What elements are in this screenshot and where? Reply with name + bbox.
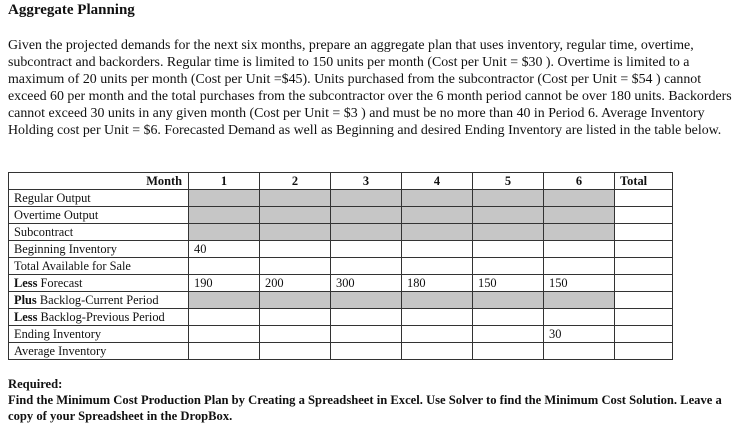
table-cell (189, 309, 260, 326)
table-cell (402, 292, 473, 309)
table-cell (189, 292, 260, 309)
table-row (9, 190, 673, 207)
row-label-prefix: Less (14, 310, 38, 324)
row-label-regular-output: Regular Output (9, 190, 189, 207)
table-cell (331, 292, 402, 309)
table-cell (473, 343, 544, 360)
table-cell (544, 190, 615, 207)
table-cell (544, 343, 615, 360)
month-header: Month (9, 173, 189, 190)
table-row (9, 326, 673, 343)
period-header-6: 6 (544, 173, 615, 190)
row-label-total-available: Total Available for Sale (9, 258, 189, 275)
table-row (9, 343, 673, 360)
table-cell (615, 275, 673, 292)
table-cell (331, 343, 402, 360)
table-cell (402, 190, 473, 207)
table-cell (331, 190, 402, 207)
table-cell (331, 258, 402, 275)
table-cell (402, 343, 473, 360)
table-row (9, 275, 673, 292)
period-header-1: 1 (189, 173, 260, 190)
row-label-less-forecast (9, 275, 189, 292)
table-cell (260, 190, 331, 207)
table-cell (615, 241, 673, 258)
forecast-cell-4: 180 (402, 275, 473, 292)
table-cell (473, 309, 544, 326)
table-cell (189, 190, 260, 207)
period-header-3: 3 (331, 173, 402, 190)
row-label-plus-backlog (9, 292, 189, 309)
table-cell (544, 292, 615, 309)
row-label-less-backlog (9, 309, 189, 326)
table-cell (331, 309, 402, 326)
table-cell (402, 241, 473, 258)
table-cell (260, 343, 331, 360)
forecast-cell-6: 150 (544, 275, 615, 292)
table-row (9, 258, 673, 275)
table-cell (402, 258, 473, 275)
table-cell (615, 258, 673, 275)
table-cell (473, 258, 544, 275)
table-header-row (9, 173, 673, 190)
row-label-ending-inventory: Ending Inventory (9, 326, 189, 343)
table-cell (331, 241, 402, 258)
table-cell (544, 207, 615, 224)
table-cell (615, 224, 673, 241)
row-label-subcontract: Subcontract (9, 224, 189, 241)
table-cell (189, 224, 260, 241)
table-cell (260, 326, 331, 343)
row-label-text: Backlog-Current Period (36, 293, 159, 307)
table-cell (544, 224, 615, 241)
table-cell (473, 292, 544, 309)
total-header: Total (615, 173, 673, 190)
table-cell (260, 224, 331, 241)
table-cell (615, 309, 673, 326)
table-row (9, 207, 673, 224)
required-text: Find the Minimum Cost Production Plan by Creating a Spreadsheet in Excel. Use Solver to find the Minimum Cost Solution. Leave a copy of your Spreadsheet in the DropBox. (8, 393, 722, 423)
table-cell (189, 258, 260, 275)
table-cell (473, 207, 544, 224)
forecast-cell-2: 200 (260, 275, 331, 292)
table-cell (189, 343, 260, 360)
row-label-average-inventory: Average Inventory (9, 343, 189, 360)
table-cell (544, 241, 615, 258)
aggregate-plan-table (8, 172, 673, 360)
table-cell (615, 343, 673, 360)
table-cell (473, 190, 544, 207)
row-label-beginning-inventory: Beginning Inventory (9, 241, 189, 258)
table-cell (260, 292, 331, 309)
table-cell (473, 224, 544, 241)
table-row (9, 224, 673, 241)
table-cell (189, 207, 260, 224)
required-section (8, 376, 743, 424)
table-cell (615, 190, 673, 207)
table-cell (260, 258, 331, 275)
table-cell (260, 241, 331, 258)
row-label-overtime-output: Overtime Output (9, 207, 189, 224)
table-cell (544, 258, 615, 275)
page-title: Aggregate Planning (8, 2, 135, 18)
required-heading: Required: (8, 377, 63, 391)
row-label-text: Forecast (37, 276, 83, 290)
row-label-prefix: Plus (14, 293, 37, 307)
problem-statement: Given the projected demands for the next six months, prepare an aggregate plan that uses inventory, regular time, overtime, subcontract and backorders. Regular time is limited to 150 units per month (Cost per Unit = $30 ). Overtime is limited to a maximum of 20 units per month (Cost per Unit =$45). Units purchased from the subcontractor (Cost per Unit = $54 ) cannot exceed 60 per month and the total purchases from the subcontractor over the 6 month period cannot be over 180 units. Backorders cannot exceed 30 units in any given month (Cost per Unit = $3 ) and must be no more than 40 in Period 6. Average Inventory Holding cost per Unit = $6. Forecasted Demand as well as Beginning and desired Ending Inventory are listed in the table below. (8, 38, 732, 138)
table-row (9, 241, 673, 258)
period-header-2: 2 (260, 173, 331, 190)
table-cell: 40 (189, 241, 260, 258)
table-cell (260, 309, 331, 326)
table-cell (402, 224, 473, 241)
forecast-cell-5: 150 (473, 275, 544, 292)
table-row (9, 292, 673, 309)
table-cell (331, 207, 402, 224)
table-cell: 30 (544, 326, 615, 343)
table-cell (473, 326, 544, 343)
period-header-5: 5 (473, 173, 544, 190)
table-cell (331, 224, 402, 241)
table-cell (473, 241, 544, 258)
table-cell (189, 326, 260, 343)
forecast-cell-3: 300 (331, 275, 402, 292)
table-row (9, 309, 673, 326)
forecast-cell-1: 190 (189, 275, 260, 292)
table-cell (402, 326, 473, 343)
row-label-prefix: Less (14, 276, 38, 290)
table-cell (402, 207, 473, 224)
table-cell (615, 207, 673, 224)
period-header-4: 4 (402, 173, 473, 190)
table-cell (402, 309, 473, 326)
row-label-text: Backlog-Previous Period (37, 310, 165, 324)
table-cell (544, 309, 615, 326)
table-cell (615, 292, 673, 309)
table-cell (331, 326, 402, 343)
table-cell (615, 326, 673, 343)
table-cell (260, 207, 331, 224)
